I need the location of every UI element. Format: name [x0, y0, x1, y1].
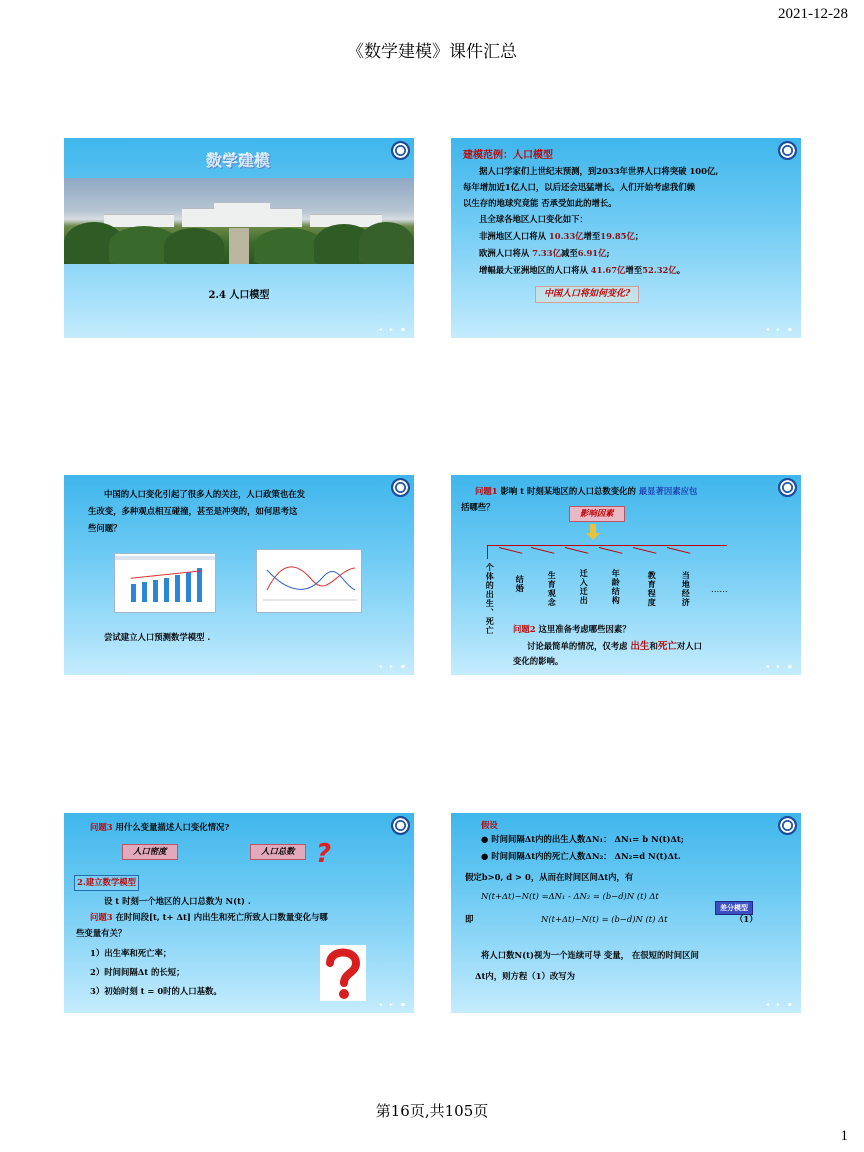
factor-education: 教育程度 — [647, 571, 658, 607]
slide-2 — [451, 138, 801, 338]
slide-5-item-2: 2）时间间隔Δt 的长短； — [90, 967, 185, 977]
university-logo-icon — [391, 141, 410, 160]
slide-4-q2-line-2: 讨论最简单的情况，仅考虑 出生和死亡对人口 — [527, 641, 702, 652]
section-build-model: 2.建立数学模型 — [74, 875, 139, 891]
slide-3 — [64, 475, 414, 675]
slide-6-equation-1: N(t+Δt)−N(t) =ΔN₁ - ΔN₂ = (b−d)N (t) Δt — [481, 891, 659, 901]
factor-marriage: 结婚 — [515, 575, 526, 593]
factor-local-economy: 当地经济 — [681, 571, 692, 607]
factor-box: 影响因素 — [569, 506, 625, 522]
difference-model-badge: 差分模型 — [715, 901, 753, 915]
slide-3-line-1: 中国的人口变化引起了很多人的关注，人口政策也在发 — [104, 489, 305, 499]
university-logo-icon — [778, 141, 797, 160]
slide-6-bullet-1: ● 时间间隔Δt内的出生人数ΔN₁： ΔN₁= b N(t)Δt; — [481, 834, 684, 844]
slide-nav-icon: ◂ ▸ ▪ — [378, 663, 408, 671]
slide-4-q1-line-2: 括哪些？ — [461, 502, 495, 512]
slide-5-item-3: 3）初始时刻 t = 0时的人口基数。 — [90, 986, 222, 996]
slide-2-line-4: 且全球各地区人口变化如下： — [479, 214, 588, 224]
slide-4 — [451, 475, 801, 675]
slide-5-q3: 问题3 用什么变量描述人口变化情况? — [90, 822, 230, 832]
slide-6-bullet-2: ● 时间间隔Δt内的死亡人数ΔN₂： ΔN₂=d N(t)Δt. — [481, 851, 681, 861]
slide-6 — [451, 813, 801, 1013]
university-logo-icon — [778, 816, 797, 835]
slide-nav-icon: ◂ ▸ ▪ — [765, 663, 795, 671]
slide-nav-icon: ◂ ▸ ▪ — [378, 326, 408, 334]
slide-5-item-1: 1）出生率和死亡率； — [90, 948, 172, 958]
slide-5-line-2: 问题3 在时间段[t, t+ Δt] 内出生和死亡所致人口数量变化与哪 — [90, 912, 328, 922]
slide-2-line-1: 据人口学家们上世纪末预测，到2033年世界人口将突破 100亿, — [479, 166, 719, 176]
factor-migration: 迁入迁出 — [579, 569, 590, 605]
slide-3-line-3: 些问题？ — [88, 523, 122, 533]
slide-2-africa: 非洲地区人口将从 10.33亿增至19.85亿； — [479, 231, 644, 241]
university-logo-icon — [778, 478, 797, 497]
slide-1 — [64, 138, 414, 338]
slide-4-q2: 问题2 这里准备考虑哪些因素？ — [513, 624, 631, 634]
university-logo-icon — [391, 816, 410, 835]
slide-nav-icon: ◂ ▸ ▪ — [765, 326, 795, 334]
slide-6-ji: 即 — [465, 914, 474, 924]
question-mark-icon: ? — [316, 839, 332, 869]
page-footer: 第16页,共105页 — [375, 1102, 489, 1120]
slide-6-equation-2: N(t+Δt)−N(t) = (b−d)N (t) Δt — [541, 914, 668, 924]
slide-2-asia: 增幅最大亚洲地区的人口将从 41.67亿增至52.32亿。 — [479, 265, 686, 275]
factor-ellipsis: …… — [711, 584, 728, 594]
slide-6-equation-number: （1） — [735, 914, 758, 924]
label-population-density: 人口密度 — [122, 844, 178, 860]
print-date: 2021-12-28 — [778, 6, 848, 22]
label-population-total: 人口总数 — [250, 844, 306, 860]
slide-3-line-2: 生改变，多种观点相互碰撞，甚至是冲突的，如何思考这 — [88, 506, 298, 516]
population-bar-chart-image — [114, 553, 216, 613]
slide-nav-icon: ◂ ▸ ▪ — [378, 1001, 408, 1009]
university-logo-icon — [391, 478, 410, 497]
slide-6-line-a: 将人口数N(t)视为一个连续可导 变量， 在很短的时间区间 — [481, 950, 699, 960]
slide-2-europe: 欧洲人口将从 7.33亿减至6.91亿; — [479, 248, 610, 258]
down-arrow-head-icon — [586, 533, 600, 540]
slide-2-line-2: 每年增加近1亿人口，以后还会迅猛增长。人们开始考虑我们赖 — [463, 182, 695, 192]
slide-4-q1: 问题1 影响 t 时刻某地区的人口总数变化的 最显著因素应包 — [475, 486, 698, 496]
document-title: 《数学建模》课件汇总 — [347, 42, 517, 62]
slide-2-line-3: 以生存的地球究竟能 否承受如此的增长。 — [463, 198, 617, 208]
population-line-chart-image — [256, 549, 362, 613]
page-number: 1 — [840, 1128, 848, 1144]
slide-1-title: 数学建模 — [206, 152, 271, 170]
question-mark-image — [320, 945, 366, 1001]
slide-6-assume: 假设 — [481, 820, 498, 830]
slide-3-bottom-text: 尝试建立人口预测数学模型 . — [104, 632, 211, 642]
slide-2-question: 中国人口将如何变化? — [535, 286, 639, 303]
factor-fertility-concept: 生育观念 — [547, 571, 558, 607]
slide-6-condition: 假定b>0, d > 0，从而在时间区间Δt内，有 — [465, 872, 634, 882]
campus-photo — [64, 178, 414, 264]
slide-1-subtitle: 2.4 人口模型 — [208, 290, 270, 301]
slide-2-heading: 建模范例：人口模型 — [463, 150, 553, 161]
slide-4-q2-line-3: 变化的影响。 — [513, 656, 564, 666]
slide-6-line-b: Δt内，则方程（1）改写为 — [475, 971, 575, 981]
factor-birth-death: 个体的出生、死亡 — [485, 563, 496, 635]
slide-nav-icon: ◂ ▸ ▪ — [765, 1001, 795, 1009]
slide-5 — [64, 813, 414, 1013]
slide-5-line-3: 些变量有关？ — [76, 928, 127, 938]
factor-age-structure: 年龄结构 — [611, 569, 622, 605]
slide-5-line-1: 设 t 时刻一个地区的人口总数为 N(t) . — [104, 896, 251, 906]
